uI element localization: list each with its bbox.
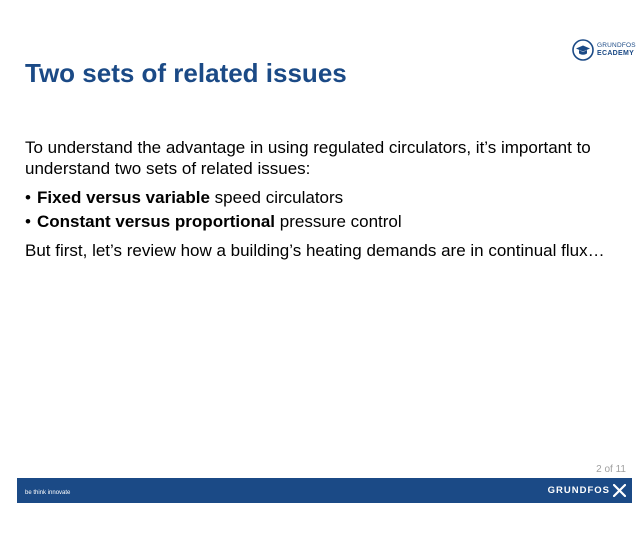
bullet-bold-text: Fixed versus variable [37, 188, 210, 207]
brand-text: GRUNDFOS [547, 485, 610, 496]
page-number: 2 of 11 [596, 464, 626, 475]
bullet-text [37, 211, 402, 232]
grundfos-ecademy-logo [572, 38, 636, 62]
bullet-rest-text: pressure control [275, 212, 402, 231]
footer-tagline: be think innovate [25, 489, 71, 496]
footer-bar [17, 478, 632, 503]
graduation-cap-icon [572, 39, 594, 61]
bullet-dot: • [25, 188, 31, 207]
logo-bottom-text: ECADEMY [597, 50, 635, 58]
bullet-item [25, 187, 615, 208]
bullet-bold-text: Constant versus proportional [37, 212, 276, 231]
outro-paragraph: But first, let’s review how a building’s heating demands are in continual flux… [25, 241, 605, 260]
grundfos-x-icon [613, 484, 626, 497]
bullet-dot: • [25, 212, 31, 231]
slide-content [25, 137, 615, 261]
logo-top-text: GRUNDFOS [597, 41, 636, 49]
slide-title: Two sets of related issues [25, 58, 347, 88]
bullet-list [25, 187, 615, 232]
intro-paragraph: To understand the advantage in using regulated circulators, it’s important to understand two sets of related issues: [25, 138, 591, 178]
grundfos-brand-logo [548, 484, 626, 497]
bullet-item [25, 211, 615, 232]
bullet-rest-text: speed circulators [209, 188, 344, 207]
bullet-text [37, 187, 343, 208]
